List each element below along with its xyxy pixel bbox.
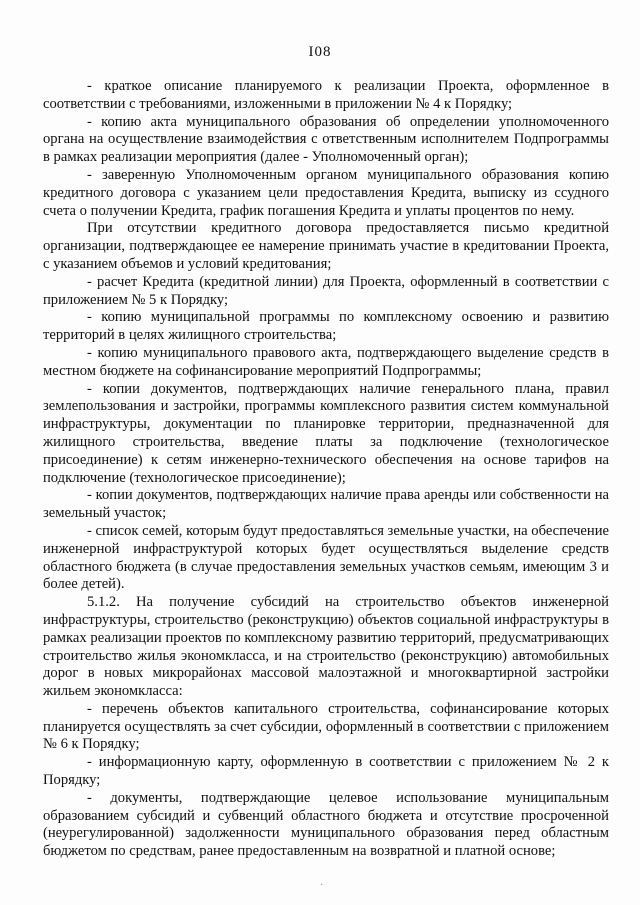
paragraph: - список семей, которым будут предоставляться земельные участки, на обеспечение инженерной инфраструктурой которых будет осуществляться выделение средств областного бюджета (в случае предоставления земельных участков семьям, имеющим 3 и более детей).	[43, 522, 609, 593]
paragraph: - копии документов, подтверждающих наличие права аренды или собственности на земельный участок;	[43, 487, 609, 522]
paragraph: - копию муниципальной программы по комплексному освоению и развитию территорий в целях жилищного строительства;	[43, 309, 609, 344]
paragraph: - заверенную Уполномоченным органом муниципального образования копию кредитного договора с указанием цели предоставления Кредита, выписку из ссудного счета о получении Кредита, график погашения Кредита и уплаты процентов по нему.	[43, 166, 609, 219]
paragraph: - копию акта муниципального образования об определении уполномоченного органа на осуществление взаимодействия с ответственным исполнителем Подпрограммы в рамках реализации мероприятия (далее - Уполномоченный орган);	[43, 113, 609, 166]
paragraph: - краткое описание планируемого к реализации Проекта, оформленное в соответствии с требованиями, изложенными в приложении № 4 к Порядку;	[43, 78, 609, 112]
paragraph: - расчет Кредита (кредитной линии) для Проекта, оформленный в соответствии с приложением № 5 к Порядку;	[43, 273, 609, 308]
paragraph: При отсутствии кредитного договора предоставляется письмо кредитной организации, подтверждающее ее намерение принимать участие в кредитовании Проекта, с указанием объемов и условий кредитования;	[43, 220, 609, 272]
paragraph: - перечень объектов капитального строительства, софинансирование которых планируется осуществлять за счет субсидии, оформленный в соответствии с приложением № 6 к Порядку;	[43, 700, 609, 753]
paragraph: 5.1.2. На получение субсидий на строительство объектов инженерной инфраструктуры, строительство (реконструкцию) объектов социальной инфраструктуры в рамках реализации проектов по комплексному развитию территорий, предусматривающих строительство жилья экономкласса, и на строительство (реконструкцию) автомобильных дорог в новых микрорайонах массовой малоэтажной и многоквартирной застройки жильем экономкласса:	[43, 594, 609, 700]
paragraph: - копии документов, подтверждающих наличие генерального плана, правил землепользования и застройки, программы комплексного развития систем коммунальной инфраструктуры, документации по планировке территории, предназначенной для жилищного строительства, введение платы за подключение (технологическое присоединение) к сетям инженерно-технического обеспечения на основе тарифов на подключение (технологическое присоединение);	[43, 380, 609, 486]
paragraph: - копию муниципального правового акта, подтверждающего выделение средств в местном бюджете на софинансирование мероприятий Подпрограммы;	[43, 344, 609, 379]
page-number: I08	[308, 44, 332, 60]
paragraph: - информационную карту, оформленную в соответствии с приложением № 2 к Порядку;	[43, 754, 609, 789]
document-body	[43, 78, 609, 861]
scan-mark: ·	[320, 880, 324, 891]
paragraph: - документы, подтверждающие целевое использование муниципальным образованием субсидий и субвенций областного бюджета и отсутствие просроченной (неурегулированной) задолженности муниципального образования перед областным бюджетом по средствам, ранее предоставленным на возвратной и платной основе;	[43, 789, 609, 860]
